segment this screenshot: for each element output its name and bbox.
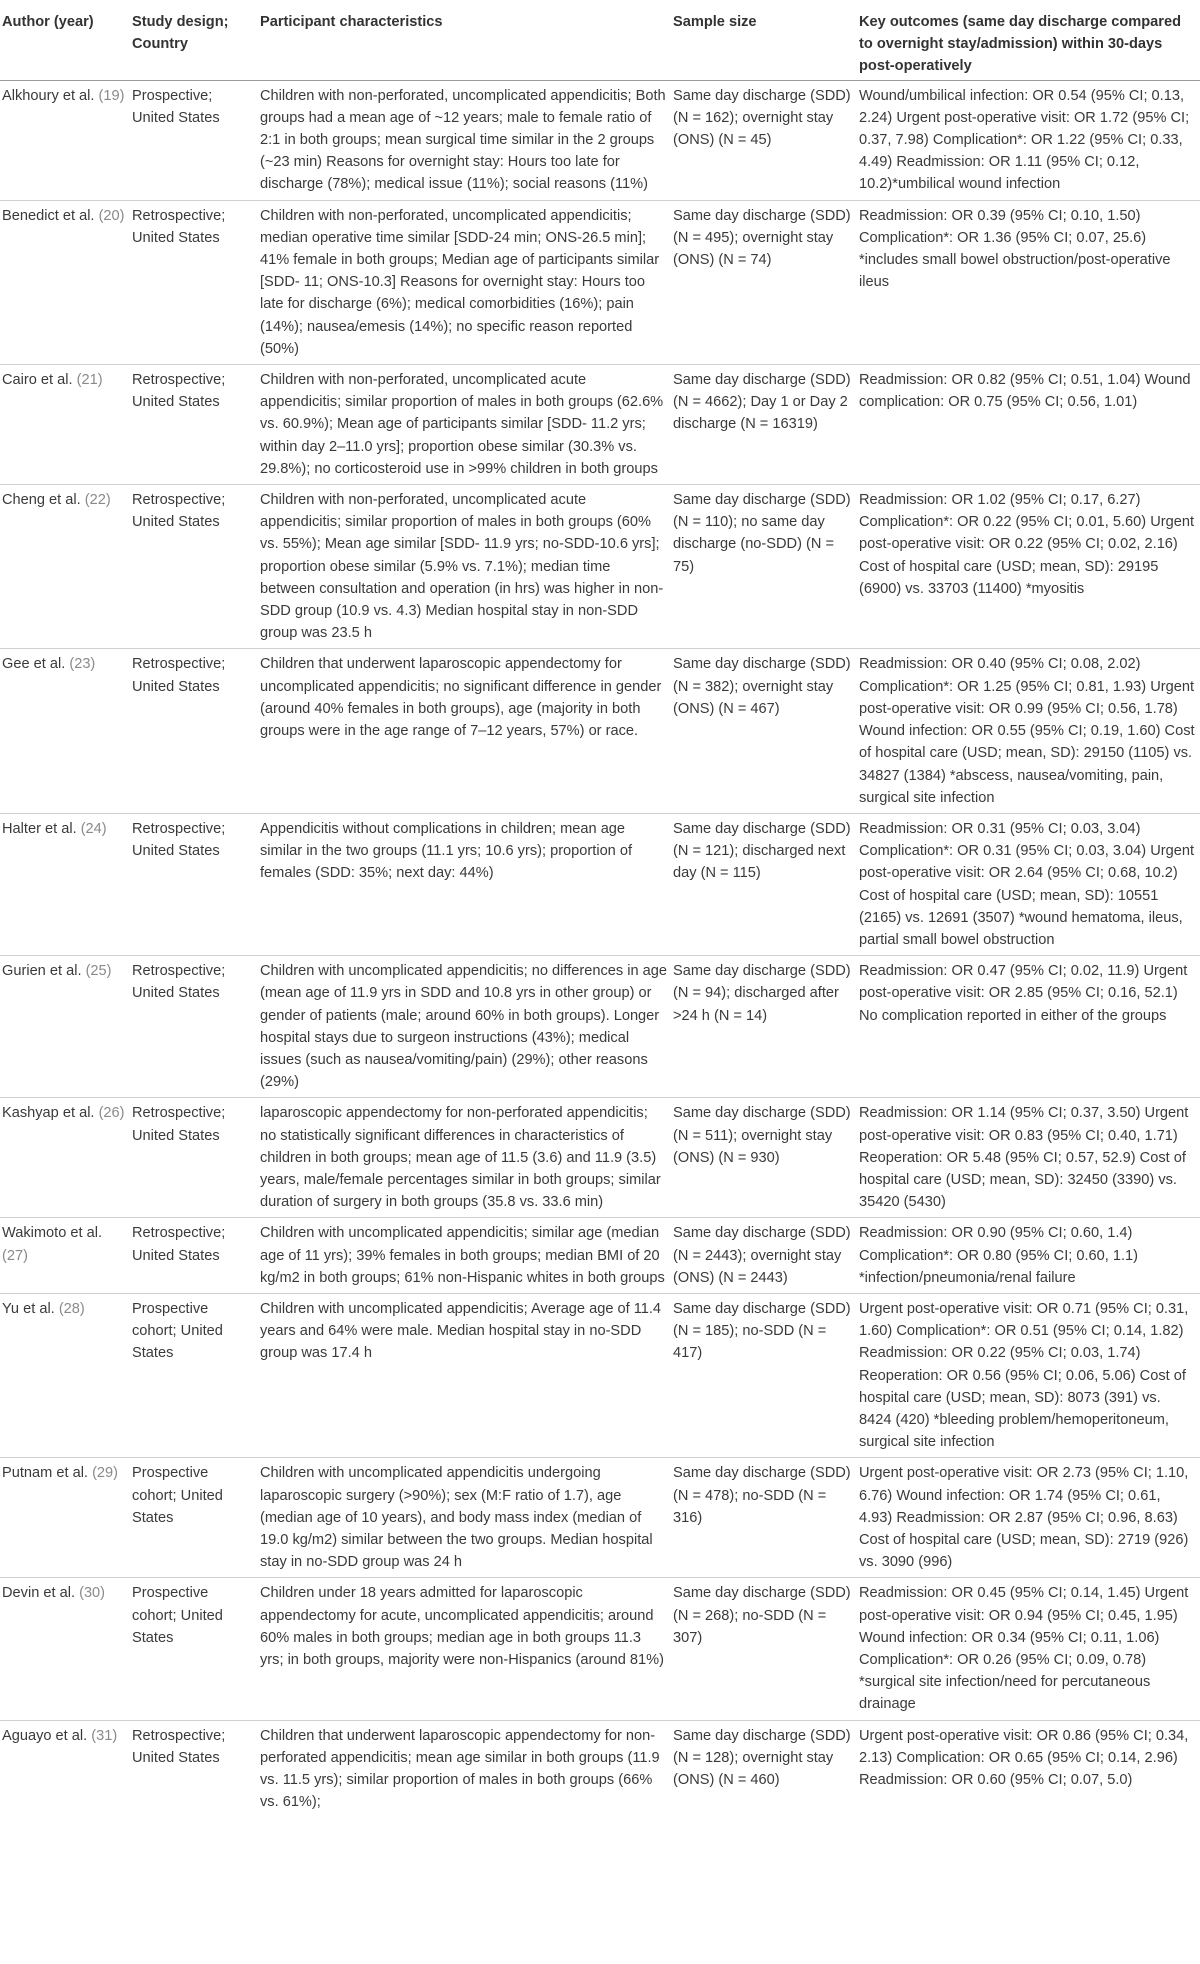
cell-author <box>0 1458 130 1578</box>
reference-link[interactable]: (21) <box>76 372 103 389</box>
cell-participants: laparoscopic appendectomy for non-perforated appendicitis; no statistically significant differences in characteristics of children in both groups; mean age of 11.5 (3.6) and 11.9 (3.5) years, male/female percentages similar in both groups; similar duration of surgery in both groups (35.8 vs. 33.6 min) <box>258 1098 671 1218</box>
cell-design: Retrospective; United States <box>130 956 258 1098</box>
cell-sample: Same day discharge (SDD) (N = 268); no-SDD (N = 307) <box>671 1578 857 1720</box>
cell-design: Retrospective; United States <box>130 649 258 813</box>
cell-sample: Same day discharge (SDD) (N = 128); overnight stay (ONS) (N = 460) <box>673 1727 851 1789</box>
table-body <box>0 80 1200 1817</box>
cell-sample: Same day discharge (SDD) (N = 94); discharged after >24 h (N = 14) <box>671 956 857 1098</box>
author-name: Halter et al. <box>2 820 77 837</box>
cell-design: Prospective cohort; United States <box>130 1293 258 1457</box>
cell-sample: Same day discharge (SDD) (N = 185); no-SDD (N = 417) <box>671 1293 857 1457</box>
cell-author <box>0 956 130 1098</box>
header-author: Author (year) <box>0 0 130 80</box>
cell-outcomes: Readmission: OR 0.40 (95% CI; 0.08, 2.02) Complication*: OR 1.25 (95% CI; 0.81, 1.93) Urgent post-operative visit: OR 0.99 (95% CI; 0.56, 1.78) Wound infection: OR 0.55 (95% CI; 0.19, 1.60) Cost of hospital care (USD; mean, SD): 29150 (1105) vs. 34827 (1384) *abscess, nausea/vomiting, pain, surgical site infection <box>857 649 1200 813</box>
author-name: Yu et al. <box>2 1300 55 1317</box>
cell-author <box>0 1098 130 1218</box>
header-sample: Sample size <box>671 0 857 80</box>
reference-link[interactable]: (24) <box>80 820 107 837</box>
reference-link[interactable]: (20) <box>98 207 125 224</box>
cell-participants: Children with uncomplicated appendicitis; Average age of 11.4 years and 64% were male. Median hospital stay in no-SDD group was 17.4 h <box>258 1293 671 1457</box>
cell-design: Retrospective; United States <box>132 1727 226 1766</box>
table-row <box>0 1098 1200 1218</box>
cell-participants: Children under 18 years admitted for laparoscopic appendectomy for acute, uncomplicated appendicitis; around 60% males in both groups; median age in both groups 11.3 yrs; in both groups, majority were non-Hispanics (around 81%) <box>258 1578 671 1720</box>
cell-outcomes: Urgent post-operative visit: OR 0.86 (95% CI; 0.34, 2.13) Complication: OR 0.65 (95% CI; 0.14, 2.96) Readmission: OR 0.60 (95% CI; 0.07, 5.0) <box>859 1727 1189 1789</box>
cell-participants: Children that underwent laparoscopic appendectomy for uncomplicated appendicitis; no significant difference in gender (around 40% females in both groups), age (majority in both groups were in the age range of 7–12 years, 57%) or race. <box>258 649 671 813</box>
cell-participants: Appendicitis without complications in children; mean age similar in the two groups (11.1 yrs; 10.6 yrs); proportion of females (SDD: 35%; next day: 44%) <box>258 813 671 955</box>
cell-author <box>0 80 130 200</box>
table-row <box>0 1458 1200 1578</box>
author-name: Putnam et al. <box>2 1465 88 1482</box>
header-design: Study design; Country <box>130 0 258 80</box>
author-name: Cairo et al. <box>2 372 73 389</box>
cell-participants: Children with non-perforated, uncomplicated appendicitis; median operative time similar [SDD-24 min; ONS-26.5 min]; 41% female in both groups; Median age of participants similar [SDD- 11; ONS-10.3] Reasons for overnight stay: Hours too late for discharge (6%); medical comorbidities (16%); pain (14%); nausea/emesis (14%); no specific reason reported (50%) <box>258 200 671 364</box>
cell-sample: Same day discharge (SDD) (N = 162); overnight stay (ONS) (N = 45) <box>671 80 857 200</box>
cell-design: Retrospective; United States <box>130 200 258 364</box>
cell-outcomes: Readmission: OR 0.31 (95% CI; 0.03, 3.04) Complication*: OR 0.31 (95% CI; 0.03, 3.04) Urgent post-operative visit: OR 2.64 (95% CI; 0.68, 10.2) Cost of hospital care (USD; mean, SD): 10551 (2165) vs. 12691 (3507) *wound hematoma, ileus, partial small bowel obstruction <box>857 813 1200 955</box>
author-name: Gurien et al. <box>2 963 82 980</box>
cell-design: Retrospective; United States <box>130 485 258 649</box>
reference-link[interactable]: (26) <box>98 1105 125 1122</box>
table-row <box>0 1293 1200 1457</box>
cell-participants: Children with uncomplicated appendicitis; similar age (median age of 11 yrs); 39% females in both groups; median BMI of 20 kg/m2 in both groups; 61% non-Hispanic whites in both groups <box>258 1218 671 1294</box>
cell-outcomes: Urgent post-operative visit: OR 2.73 (95% CI; 1.10, 6.76) Wound infection: OR 1.74 (95% CI; 0.61, 4.93) Readmission: OR 2.87 (95% CI; 0.96, 8.63) Cost of hospital care (USD; mean, SD): 2719 (926) vs. 3090 (996) <box>857 1458 1200 1578</box>
table-row <box>0 649 1200 813</box>
cell-design: Retrospective; United States <box>130 1218 258 1294</box>
cell-sample: Same day discharge (SDD) (N = 2443); overnight stay (ONS) (N = 2443) <box>671 1218 857 1294</box>
cell-design: Prospective cohort; United States <box>130 1578 258 1720</box>
reference-link[interactable]: (25) <box>85 963 112 980</box>
table-row <box>0 485 1200 649</box>
cell-author <box>0 649 130 813</box>
cell-author <box>0 485 130 649</box>
cell-outcomes: Readmission: OR 0.82 (95% CI; 0.51, 1.04) Wound complication: OR 0.75 (95% CI; 0.56, 1.01) <box>857 365 1200 485</box>
cell-sample: Same day discharge (SDD) (N = 511); overnight stay (ONS) (N = 930) <box>671 1098 857 1218</box>
author-name: Kashyap et al. <box>2 1105 95 1122</box>
reference-link[interactable]: (30) <box>79 1585 106 1602</box>
reference-link[interactable]: (19) <box>98 87 125 104</box>
cell-participants: Children with non-perforated, uncomplicated acute appendicitis; similar proportion of males in both groups (62.6% vs. 60.9%); Mean age of participants similar [SDD- 11.2 yrs; within day 2–11.0 yrs]; proportion obese similar (30.3% vs. 29.8%); no corticosteroid use in >99% children in both groups <box>258 365 671 485</box>
cell-design: Prospective cohort; United States <box>130 1458 258 1578</box>
cell-outcomes: Readmission: OR 0.47 (95% CI; 0.02, 11.9) Urgent post-operative visit: OR 2.85 (95% CI; 0.16, 52.1) No complication reported in either of the groups <box>857 956 1200 1098</box>
cell-author <box>0 200 130 364</box>
cell-outcomes: Readmission: OR 0.90 (95% CI; 0.60, 1.4) Complication*: OR 0.80 (95% CI; 0.60, 1.1) *infection/pneumonia/renal failure <box>857 1218 1200 1294</box>
table-row <box>0 1720 1200 1817</box>
reference-link[interactable]: (28) <box>58 1300 85 1317</box>
cell-outcomes: Readmission: OR 0.45 (95% CI; 0.14, 1.45) Urgent post-operative visit: OR 0.94 (95% CI; 0.45, 1.95) Wound infection: OR 0.34 (95% CI; 0.11, 1.06) Complication*: OR 0.26 (95% CI; 0.09, 0.78) *surgical site infection/need for percutaneous drainage <box>857 1578 1200 1720</box>
cell-sample: Same day discharge (SDD) (N = 478); no-SDD (N = 316) <box>671 1458 857 1578</box>
cell-outcomes: Readmission: OR 1.02 (95% CI; 0.17, 6.27) Complication*: OR 0.22 (95% CI; 0.01, 5.60) Urgent post-operative visit: OR 0.22 (95% CI; 0.02, 2.16) Cost of hospital care (USD; mean, SD): 29195 (6900) vs. 33703 (11400) *myositis <box>857 485 1200 649</box>
cell-outcomes: Wound/umbilical infection: OR 0.54 (95% CI; 0.13, 2.24) Urgent post-operative visit: OR 1.72 (95% CI; 0.37, 7.98) Complication*: OR 1.22 (95% CI; 0.33, 4.49) Readmission: OR 1.11 (95% CI; 0.12, 10.2)*umbilical wound infection <box>857 80 1200 200</box>
cell-sample: Same day discharge (SDD) (N = 382); overnight stay (ONS) (N = 467) <box>671 649 857 813</box>
cell-sample: Same day discharge (SDD) (N = 495); overnight stay (ONS) (N = 74) <box>671 200 857 364</box>
author-name: Aguayo et al. <box>2 1727 88 1744</box>
table-row <box>0 956 1200 1098</box>
table-row <box>0 80 1200 200</box>
cell-author <box>0 813 130 955</box>
header-outcomes: Key outcomes (same day discharge compared to overnight stay/admission) within 30-days post-operatively <box>857 0 1200 80</box>
reference-link[interactable]: (22) <box>84 492 111 509</box>
cell-design: Retrospective; United States <box>130 365 258 485</box>
cell-sample: Same day discharge (SDD) (N = 110); no same day discharge (no-SDD) (N = 75) <box>671 485 857 649</box>
cell-author <box>0 1720 130 1817</box>
table-row <box>0 365 1200 485</box>
cell-outcomes: Readmission: OR 0.39 (95% CI; 0.10, 1.50) Complication*: OR 1.36 (95% CI; 0.07, 25.6) *includes small bowel obstruction/post-operative ileus <box>857 200 1200 364</box>
cell-sample: Same day discharge (SDD) (N = 4662); Day 1 or Day 2 discharge (N = 16319) <box>671 365 857 485</box>
header-participants: Participant characteristics <box>258 0 671 80</box>
author-name: Devin et al. <box>2 1585 76 1602</box>
author-name: Alkhoury et al. <box>2 87 95 104</box>
cell-author <box>0 1293 130 1457</box>
cell-author <box>0 365 130 485</box>
table-row <box>0 200 1200 364</box>
cell-participants: Children with non-perforated, uncomplicated acute appendicitis; similar proportion of males in both groups (60% vs. 55%); Mean age similar [SDD- 11.9 yrs; no-SDD-10.6 yrs]; proportion obese similar (5.9% vs. 7.1%); median time between consultation and operation (in hrs) was higher in non-SDD group (10.9 vs. 4.3) Median hospital stay in non-SDD group was 23.5 h <box>258 485 671 649</box>
cell-outcomes: Readmission: OR 1.14 (95% CI; 0.37, 3.50) Urgent post-operative visit: OR 0.83 (95% CI; 0.40, 1.71) Reoperation: OR 5.48 (95% CI; 0.57, 52.9) Cost of hospital care (USD; mean, SD): 32450 (3390) vs. 35420 (5430) <box>857 1098 1200 1218</box>
cell-participants: Children that underwent laparoscopic appendectomy for non-perforated appendicitis; mean age similar in both groups (11.9 vs. 11.5 yrs); similar proportion of males in both groups (66% vs. 61%); <box>260 1727 660 1811</box>
author-name: Gee et al. <box>2 656 66 673</box>
cell-participants: Children with non-perforated, uncomplicated appendicitis; Both groups had a mean age of ~12 years; male to female ratio of 2:1 in both groups; mean surgical time similar in the 2 groups (~23 min) Reasons for overnight stay: Hours too late for discharge (78%); medical issue (11%); social reasons (11%) <box>258 80 671 200</box>
cell-participants: Children with uncomplicated appendicitis undergoing laparoscopic surgery (>90%); sex (M:F ratio of 1.7), age (median age of 10 years), and body mass index (median of 19.0 kg/m2) similar between the two groups. Median hospital stay in no-SDD group was 24 h <box>258 1458 671 1578</box>
reference-link[interactable]: (23) <box>69 656 96 673</box>
table-row <box>0 813 1200 955</box>
cell-author <box>0 1218 130 1294</box>
author-name: Cheng et al. <box>2 492 81 509</box>
cell-author <box>0 1578 130 1720</box>
author-name: Wakimoto et al. <box>2 1225 103 1242</box>
cell-design: Prospective; United States <box>130 80 258 200</box>
cell-sample: Same day discharge (SDD) (N = 121); discharged next day (N = 115) <box>671 813 857 955</box>
header-row <box>0 0 1200 80</box>
cell-design: Retrospective; United States <box>130 1098 258 1218</box>
reference-link[interactable]: (29) <box>92 1465 119 1482</box>
table-row <box>0 1578 1200 1720</box>
table-row <box>0 1218 1200 1294</box>
cell-outcomes: Urgent post-operative visit: OR 0.71 (95% CI; 0.31, 1.60) Complication*: OR 0.51 (95% CI; 0.14, 1.82) Readmission: OR 0.22 (95% CI; 0.03, 1.74) Reoperation: OR 0.56 (95% CI; 0.06, 5.06) Cost of hospital care (USD; mean, SD): 8073 (391) vs. 8424 (420) *bleeding problem/hemoperitoneum, surgical site infection <box>857 1293 1200 1457</box>
author-name: Benedict et al. <box>2 207 95 224</box>
cell-participants: Children with uncomplicated appendicitis; no differences in age (mean age of 11.9 yrs in SDD and 10.8 yrs in other group) or gender of patients (male; around 60% in both groups). Longer hospital stays due to surgeon instructions (43%); medical issues (such as nausea/vomiting/pain) (29%); other reasons (29%) <box>258 956 671 1098</box>
reference-link[interactable]: (31) <box>91 1727 118 1744</box>
cell-design: Retrospective; United States <box>130 813 258 955</box>
reference-link[interactable]: (27) <box>2 1247 28 1264</box>
